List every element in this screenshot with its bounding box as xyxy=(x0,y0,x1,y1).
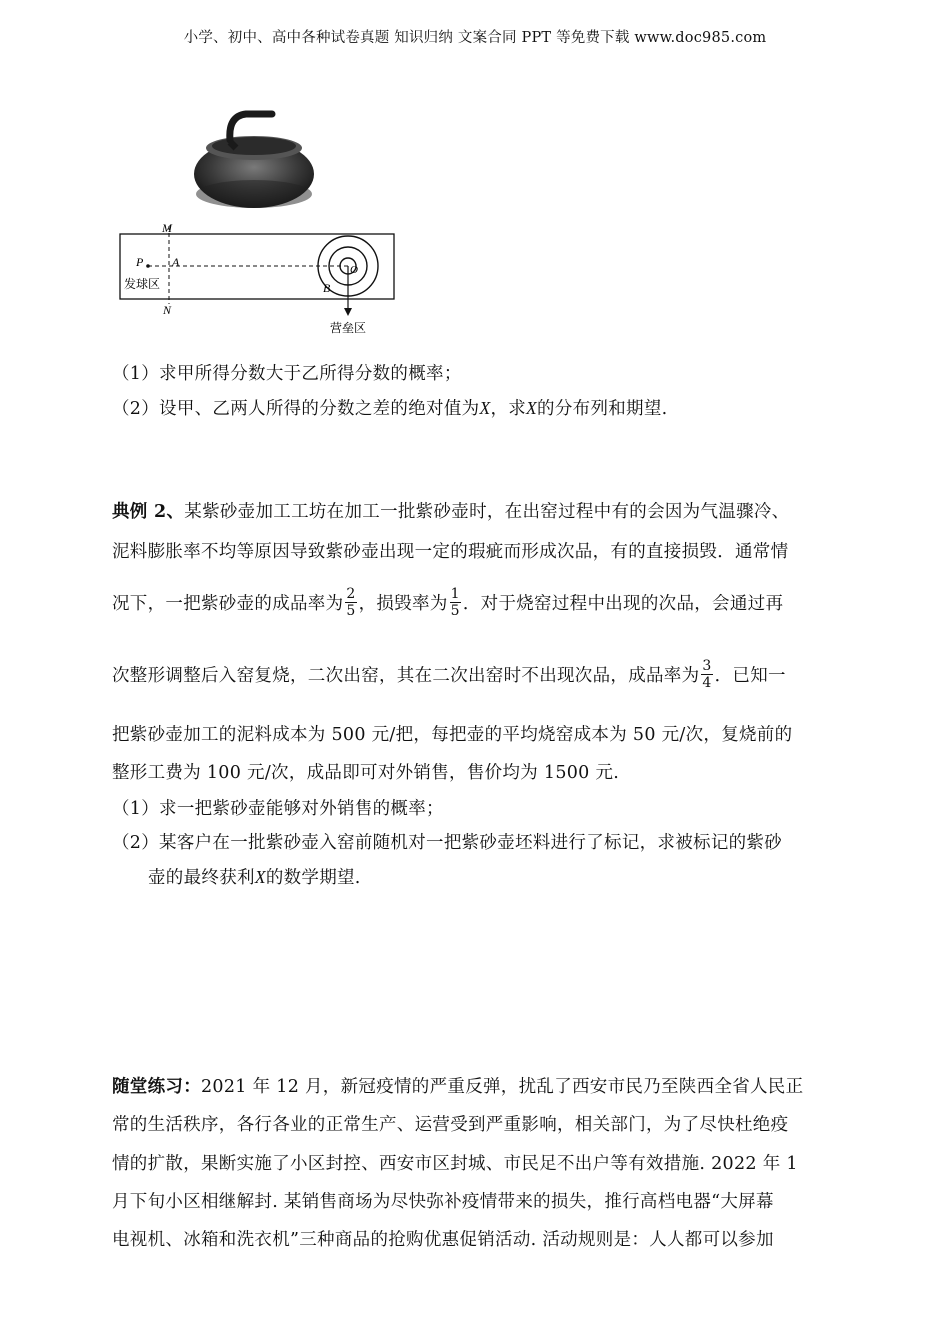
ex1-question-1: （1）求甲所得分数大于乙所得分数的概率； xyxy=(112,364,462,384)
fraction-denominator: 5 xyxy=(346,603,356,620)
arrow-head xyxy=(344,308,352,316)
practice-line-1 xyxy=(112,1073,803,1098)
label-o: O xyxy=(350,264,358,276)
ex2-text-3c: ．对于烧窑过程中出现的次品，会通过再 xyxy=(462,594,784,615)
fraction-yield xyxy=(345,586,356,619)
label-n: N xyxy=(163,303,172,317)
curling-figure xyxy=(112,102,412,342)
label-serve-zone: 发球区 xyxy=(124,277,161,291)
ex2-line-5: 把紫砂壶加工的泥料成本为 500 元/把，每把壶的平均烧窑成本为 50 元/次，复烧前的 xyxy=(112,725,793,745)
ex2-text-3a: 况下，一把紫砂壶的成品率为 xyxy=(112,594,344,615)
ex2-title: 典例 2、 xyxy=(112,502,185,522)
ex2-question-2-cont xyxy=(148,864,361,889)
fraction-numerator: 3 xyxy=(702,658,712,674)
ex2-question-2: （2）某客户在一批紫砂壶入窑前随机对一把紫砂壶坯料进行了标记，求被标记的紫砂 xyxy=(112,833,783,853)
ex2-text-1: 某紫砂壶加工工坊在加工一批紫砂壶时，在出窑过程中有的会因为气温骤冷、 xyxy=(184,502,790,522)
page-header: 小学、初中、高中各种试卷真题 知识归纳 文案合同 PPT 等免费下载 www.doc985.com xyxy=(183,30,767,46)
fraction-denominator: 5 xyxy=(450,603,460,620)
ex1-q2-text-c: 的分布列和期望. xyxy=(537,399,668,419)
fraction-numerator: 1 xyxy=(450,586,460,602)
curling-diagram xyxy=(112,102,412,342)
fraction-damage xyxy=(450,586,461,619)
practice-line-2: 常的生活秩序，各行各业的正常生产、运营受到严重影响，相关部门，为了尽快杜绝疫 xyxy=(112,1115,789,1135)
ex2-line-2: 泥料膨胀率不均等原因导致紫砂壶出现一定的瑕疵而形成次品，有的直接损毁．通常情 xyxy=(112,542,789,562)
label-b: B xyxy=(323,281,331,295)
ex1-q2-text-a: （2）设甲、乙两人所得的分数之差的绝对值为 xyxy=(112,399,480,419)
fraction-refire-yield xyxy=(701,658,712,691)
ex2-text-4a: 次整形调整后入窑复烧，二次出窑，其在二次出窑时不出现次品，成品率为 xyxy=(112,666,700,687)
label-target-zone: 营垒区 xyxy=(330,321,367,335)
point-p xyxy=(146,264,150,268)
practice-line-4: 月下旬小区相继解封. 某销售商场为尽快弥补疫情带来的损失，推行高档电器“大屏幕 xyxy=(112,1192,774,1212)
ex2-text-3b: ，损毁率为 xyxy=(358,594,448,615)
ex2-line-1 xyxy=(112,498,789,523)
ex2-line-4 xyxy=(112,660,786,693)
ex2-line-3 xyxy=(112,588,783,621)
practice-line-5: 电视机、冰箱和洗衣机”三种商品的抢购优惠促销活动. 活动规则是：人人都可以参加 xyxy=(112,1230,774,1250)
ex2-question-1: （1）求一把紫砂壶能够对外销售的概率； xyxy=(112,799,444,819)
variable-x: X xyxy=(526,398,538,418)
label-p: P xyxy=(136,255,144,269)
ex2-q2b-text-a: 壶的最终获利 xyxy=(148,868,255,888)
label-m: M xyxy=(162,221,172,235)
variable-x: X xyxy=(254,867,266,887)
practice-text-1: 2021 年 12 月，新冠疫情的严重反弹，扰乱了西安市民乃至陕西全省人民正 xyxy=(201,1077,804,1097)
ex2-line-6: 整形工费为 100 元/次，成品即可对外销售，售价均为 1500 元. xyxy=(112,763,620,783)
ex2-text-4b: ．已知一 xyxy=(714,666,786,687)
practice-title: 随堂练习： xyxy=(112,1077,201,1097)
ex1-q2-text-b: ，求 xyxy=(490,399,527,419)
ex1-question-2 xyxy=(112,395,668,420)
ex2-q2b-text-b: 的数学期望. xyxy=(265,868,361,888)
label-a: A xyxy=(172,255,180,269)
practice-line-3: 情的扩散，果断实施了小区封控、西安市区封城、市民足不出户等有效措施. 2022 年 1 xyxy=(112,1154,798,1174)
fraction-denominator: 4 xyxy=(702,675,712,692)
fraction-numerator: 2 xyxy=(346,586,356,602)
variable-x: X xyxy=(479,398,491,418)
curling-stone-image xyxy=(194,114,314,208)
